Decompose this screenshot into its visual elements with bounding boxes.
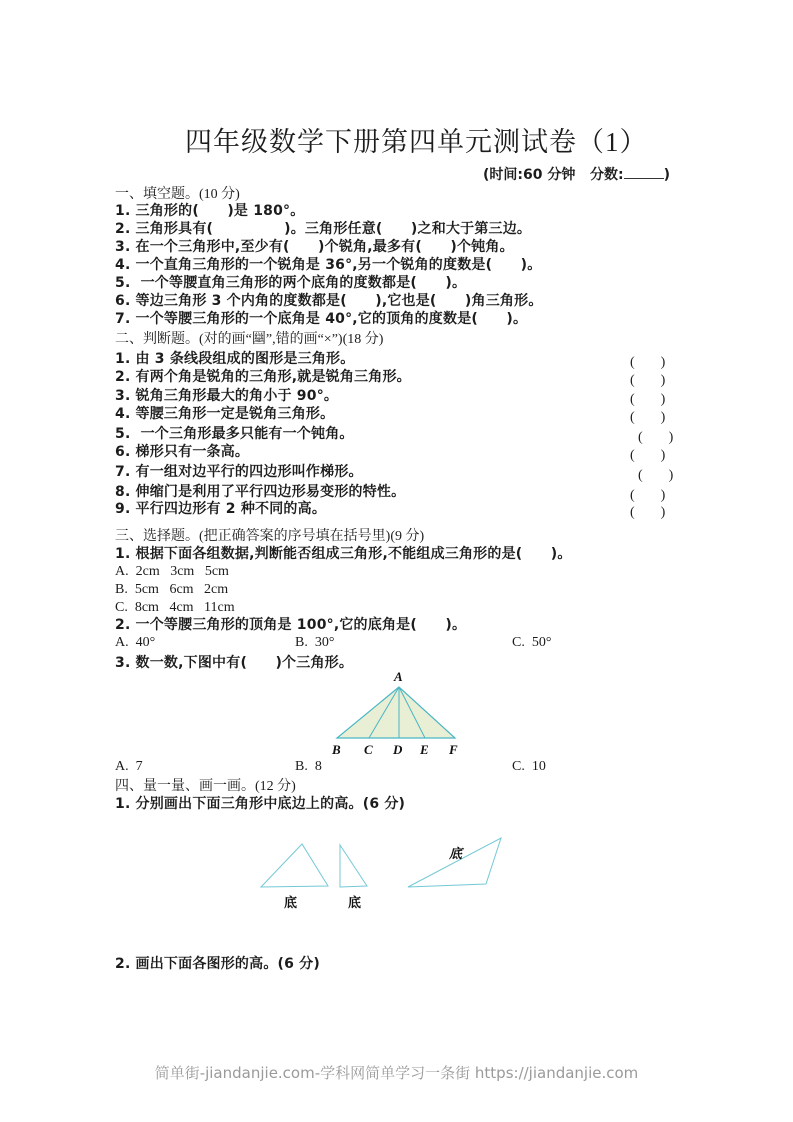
section3-q2-option-c: C. 50° bbox=[512, 635, 552, 650]
section3-q1-option-c: C. 8cm 4cm 11cm bbox=[115, 600, 235, 615]
answer-paren-6: ( ) bbox=[630, 448, 672, 463]
section3-q1-option-a: A. 2cm 3cm 5cm bbox=[115, 564, 229, 579]
vertex-label-f: F bbox=[449, 742, 458, 757]
section2-item-8: 8. 伸缩门是利用了平行四边形易变形的特性。 bbox=[115, 484, 406, 500]
section1-item-6: 6. 等边三角形 3 个内角的度数都是( ),它也是( )角三角形。 bbox=[115, 293, 543, 309]
vertex-label-d: D bbox=[393, 742, 403, 757]
section1-item-3: 3. 在一个三角形中,至少有( )个锐角,最多有( )个钝角。 bbox=[115, 239, 514, 255]
answer-paren-4: ( ) bbox=[630, 410, 672, 425]
section1-item-7: 7. 一个等腰三角形的一个底角是 40°,它的顶角的度数是( )。 bbox=[115, 311, 528, 327]
section2-item-3: 3. 锐角三角形最大的角小于 90°。 bbox=[115, 388, 339, 404]
time-score-close: ) bbox=[663, 167, 670, 183]
section2-header: 二、判断题。(对的画“圝”,错的画“×”)(18 分) bbox=[115, 332, 384, 347]
time-score-text: (时间:60 分钟 分数: bbox=[483, 167, 624, 183]
section3-q1: 1. 根据下面各组数据,判断能否组成三角形,不能组成三角形的是( )。 bbox=[115, 546, 572, 562]
section2-item-7: 7. 有一组对边平行的四边形叫作梯形。 bbox=[115, 464, 363, 480]
answer-paren-5: ( ) bbox=[638, 430, 680, 445]
answer-paren-3: ( ) bbox=[630, 392, 672, 407]
section3-q3-option-a: A. 7 bbox=[115, 759, 143, 774]
draw-height-triangles-figure bbox=[248, 828, 513, 913]
base-label-2: 底 bbox=[348, 896, 362, 911]
practice-triangle-1 bbox=[261, 844, 328, 887]
section3-q3-option-b: B. 8 bbox=[295, 759, 322, 774]
section3-header: 三、选择题。(把正确答案的序号填在括号里)(9 分) bbox=[115, 529, 425, 544]
answer-paren-2: ( ) bbox=[630, 373, 672, 388]
section1-item-1: 1. 三角形的( )是 180°。 bbox=[115, 203, 305, 219]
practice-triangle-2 bbox=[340, 845, 367, 887]
site-watermark: 简单街-jiandanjie.com-学科网简单学习一条街 https://jiandanjie.com bbox=[154, 1064, 639, 1082]
section3-q2: 2. 一个等腰三角形的顶角是 100°,它的底角是( )。 bbox=[115, 617, 467, 633]
section1-item-4: 4. 一个直角三角形的一个锐角是 36°,另一个锐角的度数是( )。 bbox=[115, 257, 542, 273]
base-label-1: 底 bbox=[284, 896, 298, 911]
answer-paren-1: ( ) bbox=[630, 355, 672, 370]
vertex-label-b: B bbox=[332, 742, 341, 757]
section3-q3: 3. 数一数,下图中有( )个三角形。 bbox=[115, 655, 354, 671]
section1-item-5: 5. 一个等腰直角三角形的两个底角的度数都是( )。 bbox=[115, 275, 467, 291]
section3-q2-option-a: A. 40° bbox=[115, 635, 156, 650]
section4-item-1: 1. 分别画出下面三角形中底边上的高。(6 分) bbox=[115, 796, 406, 812]
answer-paren-9: ( ) bbox=[630, 505, 672, 520]
answer-paren-7: ( ) bbox=[638, 468, 680, 483]
section2-item-2: 2. 有两个角是锐角的三角形,就是锐角三角形。 bbox=[115, 369, 411, 385]
answer-paren-8: ( ) bbox=[630, 488, 672, 503]
score-blank-line bbox=[624, 165, 664, 179]
practice-triangle-3 bbox=[408, 838, 501, 887]
base-label-3: 底 bbox=[449, 847, 463, 862]
section3-q2-option-b: B. 30° bbox=[295, 635, 335, 650]
section2-item-5: 5. 一个三角形最多只能有一个钝角。 bbox=[115, 426, 354, 442]
page-title: 四年级数学下册第四单元测试卷（1） bbox=[185, 127, 648, 157]
triangle-counting-figure bbox=[328, 666, 468, 762]
section1-header: 一、填空题。(10 分) bbox=[115, 187, 240, 202]
vertex-label-c: C bbox=[364, 742, 373, 757]
vertex-label-a: A bbox=[394, 669, 403, 684]
section1-item-2: 2. 三角形具有( )。三角形任意( )之和大于第三边。 bbox=[115, 221, 532, 237]
time-score-line bbox=[483, 164, 670, 184]
section2-item-1: 1. 由 3 条线段组成的图形是三角形。 bbox=[115, 351, 355, 367]
section3-q1-option-b: B. 5cm 6cm 2cm bbox=[115, 582, 229, 597]
section4-item-2: 2. 画出下面各图形的高。(6 分) bbox=[115, 956, 320, 972]
main-triangle-shape bbox=[337, 687, 455, 738]
section2-item-4: 4. 等腰三角形一定是锐角三角形。 bbox=[115, 406, 335, 422]
section2-item-6: 6. 梯形只有一条高。 bbox=[115, 444, 250, 460]
section3-q3-option-c: C. 10 bbox=[512, 759, 546, 774]
section2-item-9: 9. 平行四边形有 2 种不同的高。 bbox=[115, 501, 327, 517]
vertex-label-e: E bbox=[420, 742, 429, 757]
section4-header: 四、量一量、画一画。(12 分) bbox=[115, 779, 296, 794]
